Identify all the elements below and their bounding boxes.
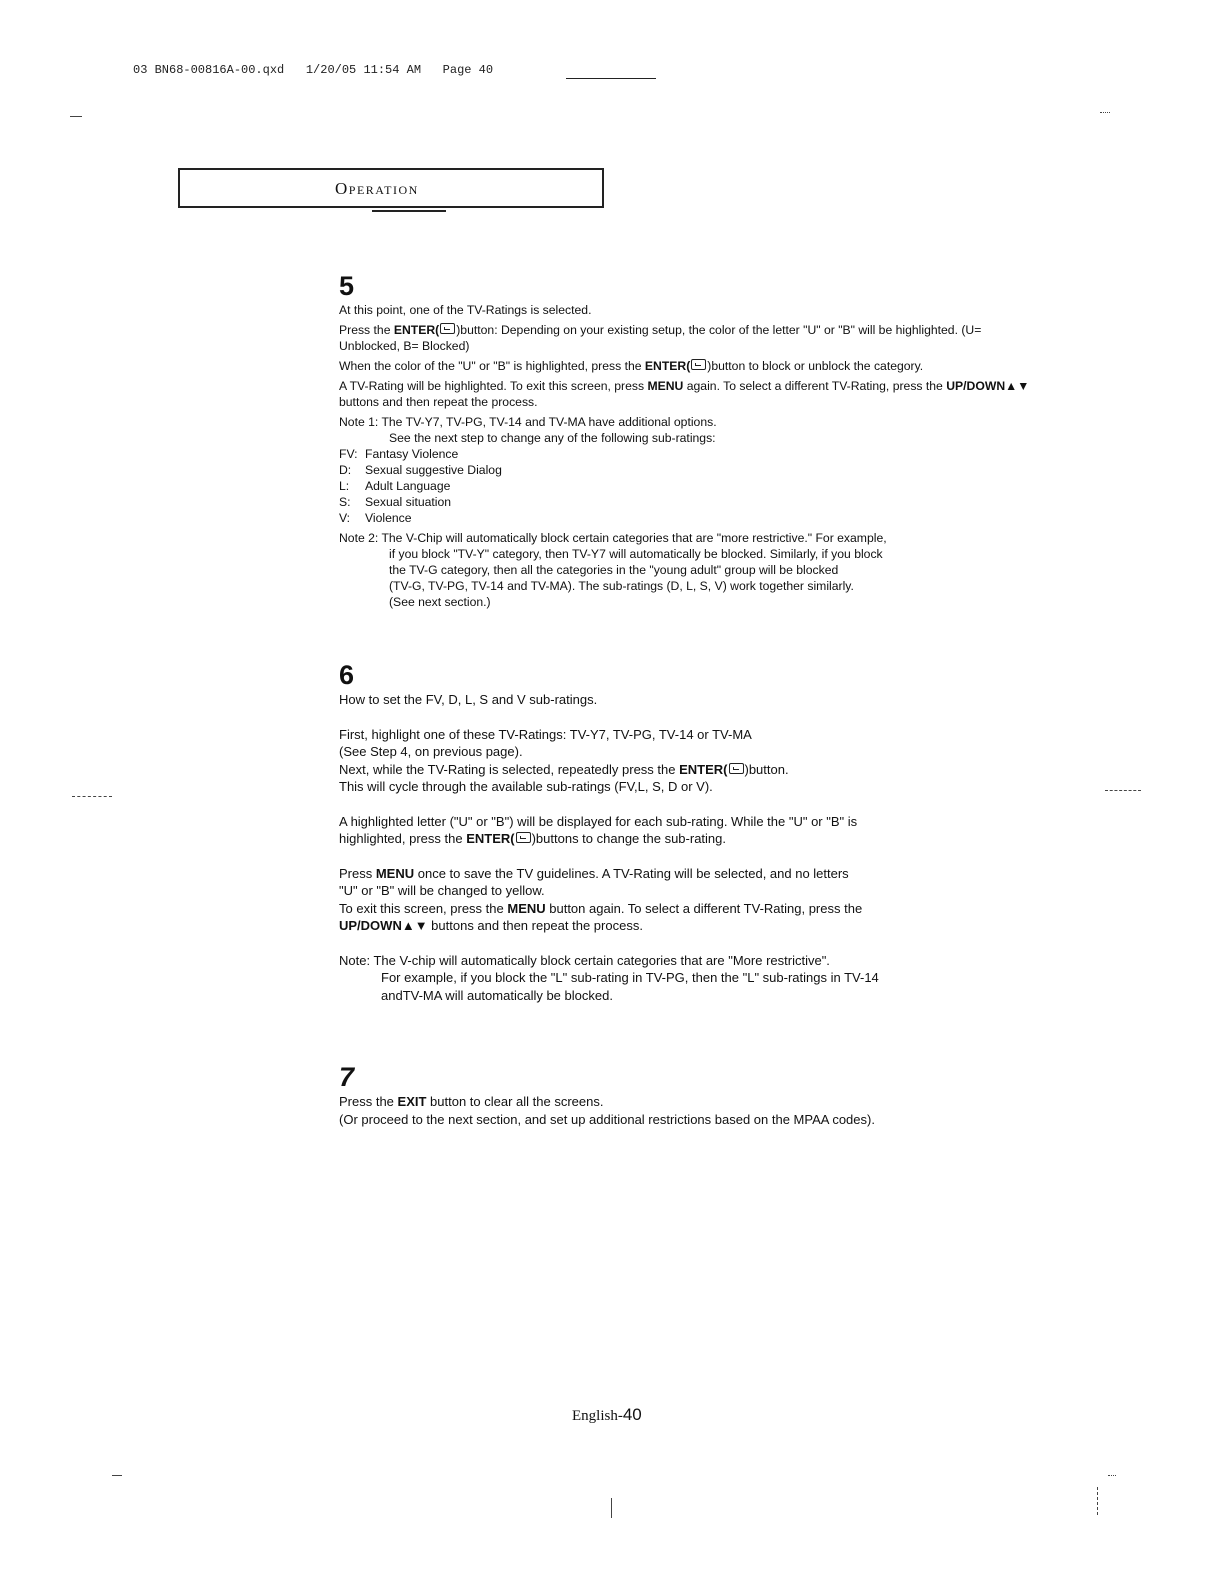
- paragraph: (Or proceed to the next section, and set up additional restrictions based on the MPAA codes).: [339, 1111, 875, 1127]
- paragraph: How to set the FV, D, L, S and V sub-ratings.: [339, 692, 598, 707]
- subrating-item: V: Violence: [339, 511, 412, 525]
- enter-icon: [691, 359, 706, 370]
- note-line: For example, if you block the "L" sub-rating in TV-PG, then the "L" sub-ratings in TV-14: [381, 970, 879, 985]
- slug-page: Page 40: [442, 63, 494, 77]
- slug-rule: [566, 78, 656, 79]
- step-number: 6: [339, 660, 355, 690]
- slug-datetime: 1/20/05 11:54 AM: [305, 63, 422, 77]
- paragraph: Press MENU once to save the TV guidelines. A TV-Rating will be selected, and no letters: [339, 865, 849, 881]
- crop-mark: [1097, 1487, 1098, 1515]
- section-title: Operation: [335, 179, 419, 198]
- crop-mark: [1100, 112, 1110, 113]
- note-1: Note 1: The TV-Y7, TV-PG, TV-14 and TV-MA have additional options.: [339, 415, 717, 429]
- note: Note: The V-chip will automatically block certain categories that are "More restrictive".: [339, 952, 830, 968]
- subrating-item: D: Sexual suggestive Dialog: [339, 463, 502, 477]
- step-5: [339, 272, 1039, 610]
- step-number: 5: [339, 271, 355, 301]
- footer-prefix: English-: [572, 1408, 623, 1424]
- note-line: andTV-MA will automatically be blocked.: [381, 987, 613, 1003]
- paragraph: First, highlight one of these TV-Ratings: TV-Y7, TV-PG, TV-14 or TV-MA: [339, 726, 752, 742]
- paragraph: To exit this screen, press the MENU button again. To select a different TV-Rating, press the: [339, 900, 863, 916]
- note-2-line: if you block "TV-Y" category, then TV-Y7 will automatically be blocked. Similarly, if you block: [389, 547, 883, 561]
- registration-mark: [1105, 790, 1141, 791]
- note-2-line: (TV-G, TV-PG, TV-14 and TV-MA). The sub-ratings (D, L, S, V) work together similarly.: [389, 579, 854, 593]
- paragraph: highlighted, press the ENTER( )buttons to change the sub-rating.: [339, 831, 726, 846]
- enter-icon: [729, 763, 744, 774]
- subrating-list: [339, 446, 1039, 526]
- main-content: [339, 272, 1039, 1128]
- crop-mark: [112, 1475, 122, 1476]
- subrating-item: S: Sexual situation: [339, 495, 452, 509]
- paragraph: Press the ENTER( )button: Depending on your existing setup, the color of the letter "U" or "B" will be highlighted. (U= Unblocked, B= Blocked): [339, 323, 982, 353]
- enter-icon: [440, 323, 455, 334]
- page-footer: [572, 1405, 642, 1425]
- registration-mark: [611, 1498, 612, 1518]
- paragraph: This will cycle through the available sub-ratings (FV,L, S, D or V).: [339, 779, 713, 794]
- note-2-line: (See next section.): [389, 595, 491, 609]
- enter-icon: [516, 832, 531, 843]
- section-header-box: [178, 168, 604, 208]
- note-1-continued: See the next step to change any of the following sub-ratings:: [389, 431, 716, 445]
- paragraph: Next, while the TV-Rating is selected, repeatedly press the ENTER( )button.: [339, 761, 789, 777]
- paragraph: Press the EXIT button to clear all the screens.: [339, 1094, 604, 1109]
- subrating-item: L: Adult Language: [339, 479, 451, 493]
- paragraph: A highlighted letter ("U" or "B") will be displayed for each sub-rating. While the "U" or "B" is: [339, 813, 858, 829]
- paragraph: UP/DOWN▲▼ buttons and then repeat the process.: [339, 918, 643, 933]
- print-slug: [133, 63, 493, 77]
- note-2-line: the TV-G category, then all the categories in the "young adult" group will be blocked: [389, 563, 839, 577]
- section-header-underline: [372, 210, 446, 212]
- paragraph: A TV-Rating will be highlighted. To exit this screen, press MENU again. To select a different TV-Rating, press the UP/DOWN▲▼ buttons and then repeat the process.: [339, 379, 1030, 409]
- paragraph: When the color of the "U" or "B" is highlighted, press the ENTER( )button to block or unblock the category.: [339, 359, 924, 373]
- note-2: Note 2: The V-Chip will automatically block certain categories that are "more restrictive." For example,: [339, 531, 887, 545]
- subrating-item: FV: Fantasy Violence: [339, 447, 459, 461]
- page-number: 40: [622, 1405, 642, 1424]
- paragraph: "U" or "B" will be changed to yellow.: [339, 883, 545, 898]
- crop-mark: [70, 116, 82, 117]
- paragraph: (See Step 4, on previous page).: [339, 744, 523, 759]
- registration-mark: [72, 796, 112, 797]
- crop-mark: [1108, 1475, 1116, 1476]
- step-6: [339, 661, 1039, 1004]
- slug-file: 03 BN68-00816A-00.qxd: [133, 63, 285, 77]
- step-number: 7: [339, 1062, 355, 1092]
- step-7: [339, 1063, 1039, 1128]
- paragraph: At this point, one of the TV-Ratings is selected.: [339, 303, 592, 317]
